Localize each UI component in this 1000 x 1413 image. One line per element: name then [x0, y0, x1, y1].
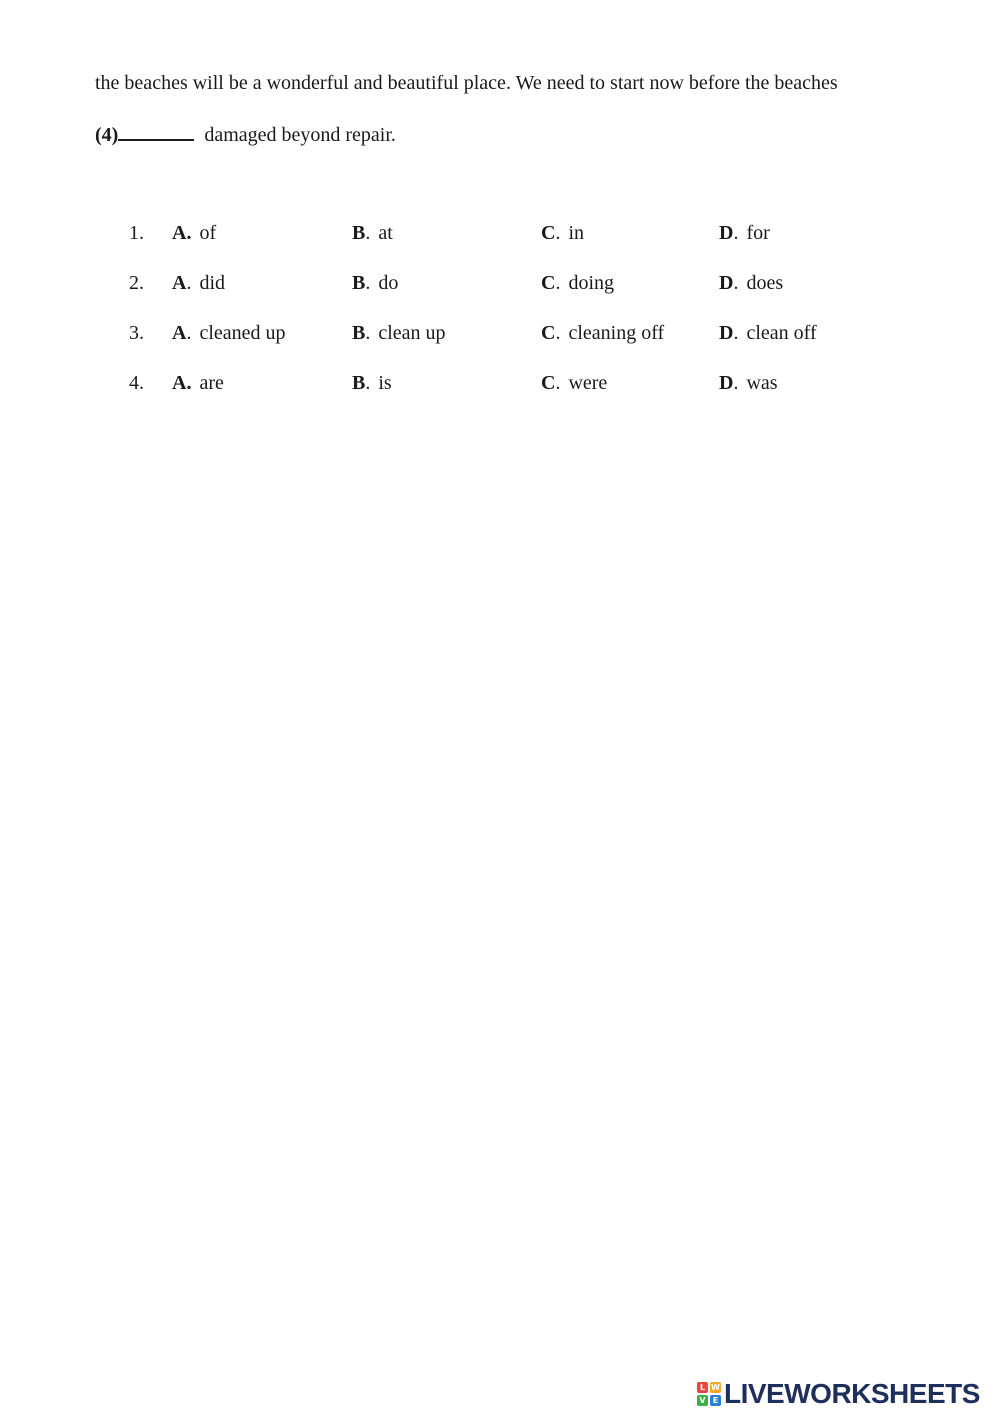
question-number: 2. [129, 272, 144, 294]
blank-number: (4) [95, 124, 119, 146]
question-row [0, 222, 1000, 252]
option-text: of [199, 222, 217, 244]
option-d[interactable] [719, 372, 778, 395]
option-separator: . [186, 322, 192, 344]
question-row [0, 272, 1000, 302]
option-text: for [746, 222, 770, 244]
option-letter: A [172, 372, 187, 394]
option-separator: . [555, 372, 561, 394]
logo-mark-cell: V [697, 1395, 708, 1406]
question-row [0, 372, 1000, 402]
logo-mark-cell: E [710, 1395, 721, 1406]
option-text: clean off [746, 322, 817, 344]
option-b[interactable] [352, 222, 393, 245]
option-letter: B [352, 272, 366, 294]
option-separator: . [186, 272, 192, 294]
option-letter: B [352, 222, 366, 244]
option-b[interactable] [352, 322, 446, 345]
option-text: at [378, 222, 393, 244]
answer-blank [118, 122, 194, 141]
option-letter: A [172, 322, 187, 344]
option-separator: . [733, 272, 739, 294]
option-letter: A [172, 272, 187, 294]
liveworksheets-logo [697, 1378, 980, 1410]
option-a[interactable] [172, 322, 286, 345]
option-separator: . [733, 222, 739, 244]
option-a[interactable] [172, 272, 225, 295]
option-letter: B [352, 372, 366, 394]
option-a[interactable] [172, 222, 216, 245]
option-separator: . [733, 372, 739, 394]
passage-text-2: damaged beyond repair. [204, 124, 396, 146]
option-text: cleaning off [568, 322, 665, 344]
option-separator: . [555, 322, 561, 344]
option-separator: . [733, 322, 739, 344]
option-letter: C [541, 372, 556, 394]
option-letter: D [719, 372, 734, 394]
passage-line-2 [95, 122, 396, 147]
option-letter: D [719, 222, 734, 244]
option-letter: D [719, 272, 734, 294]
option-letter: D [719, 322, 734, 344]
option-text: did [199, 272, 226, 294]
option-c[interactable] [541, 272, 614, 295]
option-d[interactable] [719, 272, 783, 295]
option-text: doing [568, 272, 615, 294]
option-separator: . [555, 272, 561, 294]
option-separator: . [365, 372, 371, 394]
passage-text-1: the beaches will be a wonderful and beautiful place. We need to start now before the beaches [95, 72, 838, 94]
logo-mark-cell: W [711, 1383, 720, 1392]
option-c[interactable] [541, 372, 607, 395]
option-separator: . [365, 222, 371, 244]
option-letter: C [541, 322, 556, 344]
option-c[interactable] [541, 222, 584, 245]
option-text: is [378, 372, 392, 394]
question-number: 3. [129, 322, 144, 344]
option-text: does [746, 272, 784, 294]
option-letter: A [172, 222, 187, 244]
option-separator: . [186, 222, 192, 244]
option-c[interactable] [541, 322, 664, 345]
option-a[interactable] [172, 372, 224, 395]
logo-mark-cell: L [697, 1382, 708, 1393]
option-text: cleaned up [199, 322, 286, 344]
option-letter: C [541, 272, 556, 294]
option-d[interactable] [719, 222, 770, 245]
option-separator: . [555, 222, 561, 244]
option-separator: . [365, 322, 371, 344]
option-text: clean up [378, 322, 446, 344]
passage-line-1 [95, 72, 838, 95]
option-b[interactable] [352, 372, 392, 395]
option-separator: . [365, 272, 371, 294]
option-text: were [568, 372, 608, 394]
liveworksheets-logo-icon [697, 1382, 721, 1406]
option-text: are [199, 372, 224, 394]
logo-text: LIVEWORKSHEETS [724, 1378, 980, 1409]
option-d[interactable] [719, 322, 817, 345]
question-number: 1. [129, 222, 144, 244]
option-text: in [568, 222, 585, 244]
question-number: 4. [129, 372, 144, 394]
option-letter: C [541, 222, 556, 244]
option-letter: B [352, 322, 366, 344]
question-row [0, 322, 1000, 352]
option-b[interactable] [352, 272, 398, 295]
option-text: do [378, 272, 399, 294]
option-separator: . [186, 372, 192, 394]
option-text: was [746, 372, 778, 394]
